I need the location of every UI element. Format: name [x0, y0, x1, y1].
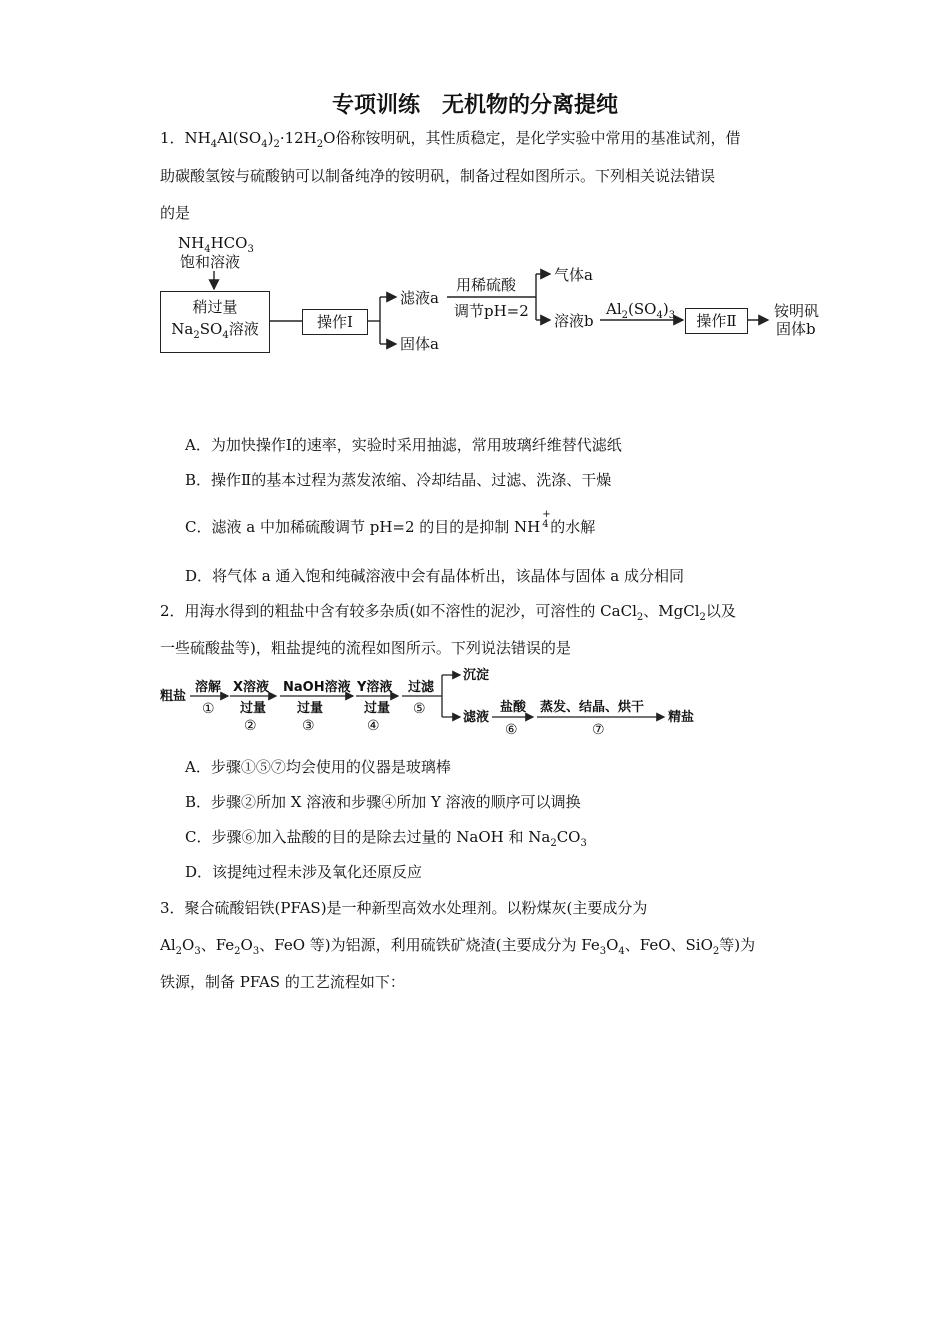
q2-step6-label: 盐酸: [500, 700, 527, 715]
q2-step4-number: ④: [367, 718, 380, 734]
q2-line-1: 2．用海水得到的粗盐中含有较多杂质(如不溶性的泥沙，可溶性的 CaCl$_2$、MgCl$_2$以及: [160, 602, 736, 623]
q1-option-c: C．滤液 a 中加稀硫酸调节 pH=2 的目的是抑制 NH + 4 的水解: [185, 509, 596, 536]
q2-line-2: 一些硫酸盐等)，粗盐提纯的流程如图所示。下列说法错误的是: [160, 639, 571, 657]
q1-start-label-2: $Na_2SO_4$溶液: [171, 320, 259, 341]
q1-product-line-2: 固体b: [776, 320, 816, 338]
q1-solid-a: 固体a: [400, 335, 439, 353]
q2-step4-label: Y溶液: [357, 680, 393, 695]
q1-start-label-1: 稍过量: [192, 298, 238, 316]
q2-precipitate: 沉淀: [463, 668, 490, 683]
q1-filtrate-a: 滤液a: [400, 289, 439, 307]
q1-acid-step-bottom: 调节pH=2: [454, 302, 529, 320]
q1-gas-a: 气体a: [554, 266, 593, 284]
q1-al2so43-reagent: $Al_2(SO_4)_3$: [606, 300, 676, 321]
q2-option-d: D．该提纯过程未涉及氧化还原反应: [185, 863, 423, 881]
q1-line-3: 的是: [160, 204, 191, 222]
q1-number: 1．: [160, 129, 185, 147]
q1-line-1: 1．$NH_4Al(SO_4)_2\cdot 12H_2O$俗称铵明矾，其性质稳定，是化学实验中常用的基准试剂，借: [160, 129, 741, 150]
q2-step2-number: ②: [244, 718, 257, 734]
q2-step7-number: ⑦: [592, 722, 605, 738]
q1-line-2: 助碳酸氢铵与硫酸钠可以制备纯净的铵明矾，制备过程如图所示。下列相关说法错误: [160, 167, 716, 185]
q2-option-a: A．步骤①⑤⑦均会使用的仪器是玻璃棒: [185, 758, 451, 776]
q2-step6-number: ⑥: [505, 722, 518, 738]
q3-line-2: $Al_2O_3$、$Fe_2O_3$、FeO 等)为铝源，利用硫铁矿烧渣(主要成分为 $Fe_3O_4$、FeO、SiO$_2$等)为: [160, 936, 756, 957]
q1-reagent-nh4hco3: $NH_4HCO_3$: [178, 234, 254, 255]
q1-product-line-1: 铵明矾: [774, 302, 820, 320]
q2-step1-number: ①: [202, 701, 215, 717]
q1-operation-1-box: 操作Ⅰ: [302, 309, 368, 335]
q1-option-b: B．操作Ⅱ的基本过程为蒸发浓缩、冷却结晶、过滤、洗涤、干燥: [185, 471, 612, 489]
q2-crude-salt: 粗盐: [160, 689, 187, 704]
q2-step5-number: ⑤: [413, 701, 426, 717]
q1-option-d: D．将气体 a 通入饱和纯碱溶液中会有晶体析出，该晶体与固体 a 成分相同: [185, 567, 684, 585]
q2-step2-excess: 过量: [240, 701, 267, 716]
q1-operation-2-box: 操作Ⅱ: [685, 308, 748, 334]
q2-step2-label: X溶液: [233, 680, 270, 695]
q1-option-a: A．为加快操作Ⅰ的速率，实验时采用抽滤，常用玻璃纤维替代滤纸: [185, 436, 622, 454]
q2-option-b: B．步骤②所加 X 溶液和步骤④所加 Y 溶液的顺序可以调换: [185, 793, 581, 811]
q2-step3-excess: 过量: [297, 701, 324, 716]
q2-step3-label: NaOH溶液: [283, 680, 351, 695]
q2-step4-excess: 过量: [364, 701, 391, 716]
page-title: 专项训练 无机物的分离提纯: [331, 93, 618, 118]
q1-reagent-saturated: 饱和溶液: [180, 253, 241, 271]
q2-step7-label: 蒸发、结晶、烘干: [540, 700, 645, 715]
q2-refined-salt: 精盐: [668, 710, 695, 725]
q2-option-c: C．步骤⑥加入盐酸的目的是除去过量的 NaOH 和 $Na_2CO_3$: [185, 828, 587, 849]
q1-acid-step-top: 用稀硫酸: [456, 276, 517, 294]
nh4-ion-charge: + 4: [542, 509, 551, 530]
q2-step3-number: ③: [302, 718, 315, 734]
q1-solution-b: 溶液b: [554, 312, 594, 330]
q3-line-3: 铁源，制备 PFAS 的工艺流程如下：: [160, 973, 405, 991]
q2-filtrate: 滤液: [463, 710, 490, 725]
q2-step5-label: 过滤: [408, 680, 435, 695]
q2-step1-label: 溶解: [195, 680, 222, 695]
q3-line-1: 3．聚合硫酸铝铁(PFAS)是一种新型高效水处理剂。以粉煤灰(主要成分为: [160, 899, 648, 917]
q1-formula: $NH_4Al(SO_4)_2\cdot 12H_2O$: [184, 129, 336, 150]
